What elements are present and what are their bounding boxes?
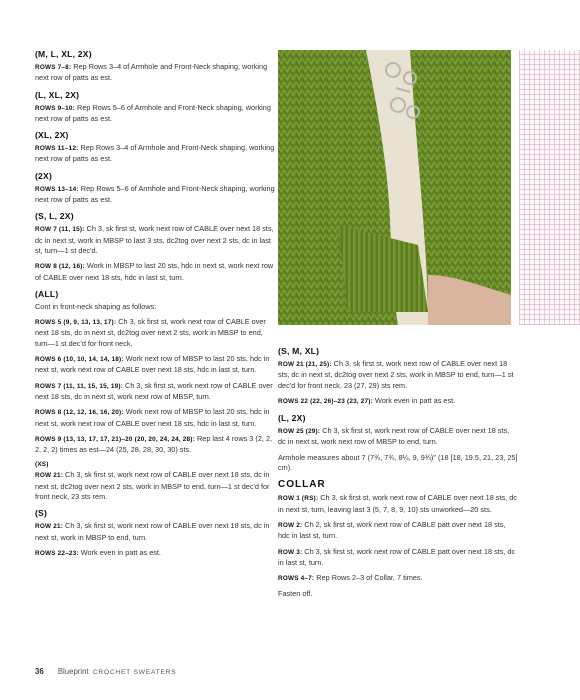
row-text: Ch 3, sk first st, work next row of CABLE over next 18 sts, dc in next st, dc2tog over next 2 sts, work in MBSP to end, turn—1 st dec'd for front neck, 23 sts rem. (35, 470, 270, 502)
row-label: ROWS 7–8: (35, 64, 72, 71)
row-text: Rep Rows 5–6 of Armhole and Front-Neck shaping, working next row of patts as est. (35, 183, 275, 205)
size-subheading: (XS) (35, 461, 49, 469)
instruction-row (278, 453, 518, 474)
row-label: ROW 1 (RS): (278, 495, 319, 503)
row-label: ROWS 6 (10, 10, 14, 14, 18): (35, 356, 124, 364)
instruction-row (278, 589, 518, 599)
instruction-row (35, 548, 275, 559)
row-text: Ch 2, sk first st, work next row of CABLE patt over next 18 sts, hdc in last st, turn. (278, 519, 506, 541)
instruction-row (35, 184, 275, 206)
row-label: ROWS 9–10: (35, 104, 76, 112)
row-label: ROW 21: (35, 472, 64, 480)
row-label: ROWS 5 (9, 9, 13, 13, 17): (35, 319, 117, 327)
row-text: Ch 3, sk first st, work next row of CABLE over next 18 sts, dc in next st, dc2tog over next 2 sts, work in MBSP to end, turn—1 st dec'd for front neck. (35, 317, 266, 348)
instruction-row (35, 381, 275, 403)
left-column (35, 49, 275, 565)
row-label: ROWS 7 (11, 11, 15, 15, 19): (35, 382, 124, 390)
instruction-section (35, 90, 275, 125)
row-text: Work in MBSP to last 20 sts, hdc in next st, work next row of CABLE over next 18 sts, hdc in last st, turn. (35, 261, 274, 282)
section-heading: (M, L, XL, 2X) (35, 49, 92, 59)
row-text: Ch 3, sk first st, work next row of CABLE over next 18 sts, dc in next st, work in MBSP to last 3 sts, dc2tog over next 2 sts, dc in last st, turn—1 st dec'd. (35, 224, 274, 255)
row-text: Work next row of MBSP to last 20 sts, hdc in next st, work next row of CABLE over next 18 sts, hdc in last st, turn. (35, 407, 270, 428)
row-label: ROWS 4–7: (278, 575, 315, 583)
row-text: Ch 3, sk first st, work next row of CABLE over next 18 sts, dc in next st, work in MBSP to end, turn. (35, 521, 270, 542)
row-label: ROWS 11–12: (35, 145, 79, 153)
instruction-section (278, 479, 518, 599)
row-text: Ch 3, sk first st, work next row of CABLE over next 18 sts, dc in next st, turn, leaving last 3 (5, 7, 8, 9, 10) sts unworked—20 sts. (278, 493, 517, 514)
row-text: Ch 3, sk first st, work next row of CABLE over next 18 sts, dc in next st, work next row of MBSP, turn. (35, 380, 273, 401)
instruction-row (278, 359, 518, 391)
row-label: ROWS 8 (12, 12, 16, 16, 20): (35, 409, 124, 417)
book-title: Blueprint (57, 667, 89, 676)
row-label: ROW 3: (278, 548, 303, 556)
page-number: 36 (35, 667, 44, 676)
row-label: ROW 25 (29): (278, 428, 321, 436)
row-text: Rep Rows 3–4 of Armhole and Front-Neck shaping, working next row of patts as est. (35, 62, 268, 83)
row-label: ROW 2: (278, 521, 303, 529)
graph-paper-strip (519, 50, 580, 325)
instruction-row (278, 520, 518, 542)
row-text: Fasten off. (278, 589, 313, 599)
instruction-row (35, 407, 275, 429)
row-label: ROWS 13–14: (35, 185, 79, 193)
instruction-row (278, 573, 518, 584)
instruction-row (35, 434, 275, 456)
section-heading: (2X) (35, 170, 53, 181)
instruction-section (35, 289, 275, 456)
row-label: ROW 7 (11, 15): (35, 226, 85, 234)
row-text: Rep Rows 3–4 of Armhole and Front-Neck shaping, working next row of patts as est. (35, 143, 275, 164)
row-text: Ch 3, sk first st, work next row of CABLE patt over next 18 sts, dc in last st, turn. (278, 546, 516, 567)
row-text: Work even in patt as est. (78, 547, 161, 557)
book-subtitle: CROCHET SWEATERS (92, 669, 177, 676)
row-text: Ch 3, sk first st, work next row of CABLE over next 18 sts, dc in next st, work next row of MBSP to end, turn. (278, 426, 510, 447)
sweater-photo-svg (278, 50, 511, 325)
row-text: Rep Rows 5–6 of Armhole and Front-Neck shaping, working next row of patts as est. (35, 102, 271, 123)
instruction-section (35, 130, 275, 165)
instruction-row (278, 493, 518, 515)
right-column (278, 346, 518, 606)
row-label: ROWS 22 (22, 26)–23 (23, 27): (278, 397, 373, 405)
instruction-row (35, 317, 275, 349)
instruction-row (278, 547, 518, 569)
instruction-row (35, 62, 275, 84)
row-text: Rep Rows 2–3 of Collar, 7 times. (314, 573, 423, 583)
sweater-photo (278, 50, 511, 325)
instruction-row (35, 470, 275, 502)
instruction-section (35, 461, 275, 502)
instruction-row (35, 224, 275, 256)
instruction-section (35, 49, 275, 84)
instruction-row (35, 103, 275, 125)
section-heading: (S) (35, 508, 48, 519)
row-text: Work even in patt as est. (372, 395, 456, 405)
section-heading: (S, M, XL) (278, 346, 320, 356)
row-text: Work next row of MBSP to last 20 sts, hdc in next st, work next row of CABLE over next 18 sts, hdc in last st, turn. (35, 354, 270, 375)
instruction-section (278, 346, 518, 407)
instruction-section (35, 508, 275, 559)
row-text: Armhole measures about 7 (7¾, 7¾, 8¼, 9, 9¾)" (18 [18, 19.5, 21, 23, 25] cm). (278, 452, 518, 473)
instruction-section (35, 211, 275, 282)
instruction-section (278, 413, 518, 473)
instruction-section (35, 171, 275, 206)
row-label: ROW 8 (12, 16): (35, 263, 85, 271)
instruction-row (35, 143, 275, 165)
instruction-row (35, 302, 275, 312)
row-label: ROW 21: (35, 523, 64, 531)
page-footer (35, 667, 176, 676)
instruction-row (35, 521, 275, 543)
instruction-row (278, 396, 518, 407)
section-heading: (S, L, 2X) (35, 211, 74, 222)
row-text: Ch 3, sk first st, work next row of CABLE over next 18 sts, dc in next st, dc2tog over next 2 sts, work in MBSP to end, turn—1 st dec'd for front neck, 23 (27, 29) sts rem. (278, 359, 514, 390)
row-label: ROWS 9 (13, 13, 17, 17, 21)–20 (20, 20, 24, 24, 28): (35, 435, 195, 443)
row-text: Cont in front-neck shaping as follows: (35, 301, 157, 311)
instruction-row (35, 261, 275, 283)
row-label: ROW 21 (21, 25): (278, 361, 332, 368)
section-heading: (L, 2X) (278, 413, 306, 424)
section-heading: (L, XL, 2X) (35, 89, 80, 100)
section-heading: (ALL) (35, 288, 59, 299)
instruction-row (35, 354, 275, 376)
instruction-row (278, 426, 518, 448)
section-heading: COLLAR (278, 479, 326, 491)
row-label: ROWS 22–23: (35, 549, 79, 557)
row-text: Rep last 4 rows 3 (2, 2, 2, 2, 2) times as est—24 (25, 28, 28, 30, 30) sts. (35, 433, 273, 455)
section-heading: (XL, 2X) (35, 130, 69, 141)
